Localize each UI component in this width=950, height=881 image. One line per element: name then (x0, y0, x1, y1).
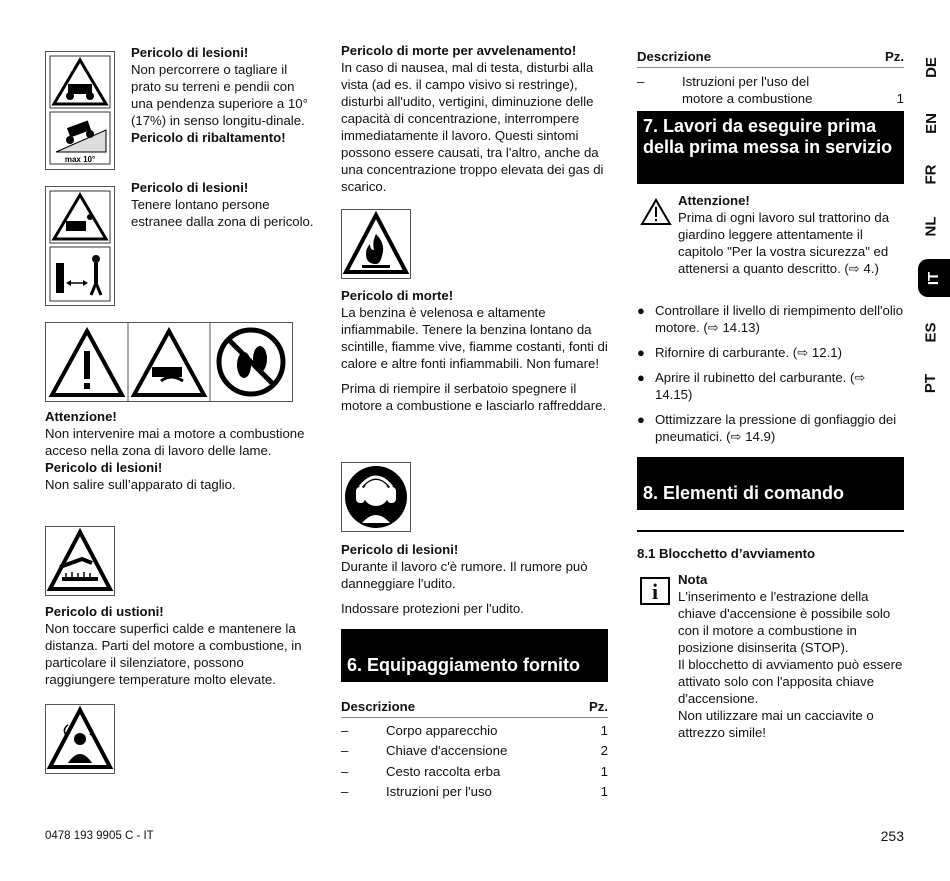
injury-persons-block (131, 179, 316, 230)
lang-label: NL (922, 216, 940, 236)
block-title: Pericolo di morte per avvelenamento! (341, 43, 577, 58)
list-item (637, 344, 904, 361)
hot-surface-icon (45, 526, 115, 596)
table-row (637, 73, 904, 107)
block-title: Pericolo di lesioni! (131, 45, 249, 60)
block-text: Durante il lavoro c'è rumore. Il rumore può danneggiare l'udito. (341, 559, 588, 591)
lang-tab-it[interactable] (918, 259, 950, 297)
block-title: Attenzione! (678, 193, 750, 208)
header-qty: Pz. (884, 48, 904, 64)
block-text: Non utilizzare mai un cacciavite o attrezzo simile! (678, 708, 874, 740)
block-text: L'inserimento e l'estrazione della chiave d'accensione è possibile solo con il motore a combustione in posizione disinserita (STOP). (678, 589, 891, 655)
note-block (678, 571, 904, 741)
warning-slope-icon (45, 51, 115, 170)
max-slope-label: max 10° (64, 155, 96, 164)
document-code: 0478 193 9905 C - IT (45, 830, 154, 842)
attention-block (678, 192, 904, 277)
table-row (341, 720, 608, 741)
block-text: Tenere lontano persone estranee dalla zona di pericolo. (131, 197, 314, 229)
row-dash: – (341, 763, 349, 779)
equipment-table-continued (637, 45, 904, 107)
lang-label: FR (922, 164, 940, 184)
lang-tab-pt[interactable] (912, 364, 950, 402)
table-row (341, 782, 608, 803)
row-text: Istruzioni per l'uso del motore a combustione (682, 74, 813, 106)
section-divider (637, 530, 904, 532)
block-text: Il blocchetto di avviamento può essere attivato solo con l'apposita chiave d'accensione. (678, 657, 903, 706)
row-text: Corpo apparecchio (386, 722, 498, 738)
bullet-list (637, 302, 904, 453)
row-qty: 1 (600, 722, 608, 738)
lang-label: EN (922, 112, 940, 134)
flammable-icon (341, 209, 411, 279)
section-7-heading (637, 111, 904, 184)
exhaust-poison-icon (45, 704, 115, 774)
list-item-text: Controllare il livello di riempimento dell'olio motore. (⇨ 14.13) (655, 303, 904, 335)
block-text: Non percorrere o tagliare il prato su terreni e pendii con una pendenza superiore a 10° (17%) in senso longitu-dinale. (131, 62, 308, 128)
ear-protection-icon (341, 462, 411, 532)
table-header (341, 695, 608, 718)
row-qty: 2 (600, 743, 608, 759)
equipment-table (341, 695, 608, 802)
row-dash: – (341, 784, 349, 800)
block-text: In caso di nausea, mal di testa, disturbi alla vista (ad es. il campo visivo si restringe), disturbi all'udito, vertigini, diminuzione delle capacità di concentrazione, interrompere immediatamente il lavoro. Questi sintomi possono essere causati, tra l'altro, anche da una concentrazione troppo elevata dei gas di scarico. (341, 60, 604, 194)
header-qty: Pz. (588, 698, 608, 714)
row-dash: – (341, 743, 349, 759)
warning-triangle-icon (640, 198, 672, 226)
row-text: Cesto raccolta erba (386, 763, 501, 779)
list-item (637, 411, 904, 445)
list-item-text: Rifornire di carburante. (⇨ 12.1) (655, 345, 842, 360)
block-text: Prima di riempire il serbatoio spegnere il motore a combustione e lasciarlo raffreddare. (341, 381, 607, 413)
subsection-8-1-title: 8.1 Blocchetto d’avviamento (637, 546, 816, 561)
block-text: Non toccare superfici calde e mantenere la distanza. Parti del motore a combustione, in particolare il silenziatore, possono raggiungere temperature molto elevate. (45, 621, 302, 687)
header-description: Descrizione (341, 698, 416, 714)
section-title: 8. Elementi di comando (643, 483, 845, 503)
lang-tab-nl[interactable] (912, 207, 950, 245)
table-row (341, 741, 608, 762)
injury-slope-block (131, 44, 316, 146)
header-description: Descrizione (637, 48, 712, 64)
block-text: Non salire sull’apparato di taglio. (45, 477, 236, 492)
keep-distance-icon (45, 186, 115, 306)
block-title: Pericolo di lesioni! (341, 542, 459, 557)
lang-label: DE (922, 56, 940, 78)
list-item-text: Ottimizzare la pressione di gonfiaggio dei pneumatici. (⇨ 14.9) (655, 412, 897, 444)
block-title: Attenzione! (45, 409, 117, 424)
lang-tab-es[interactable] (912, 313, 950, 351)
section-title: 6. Equipaggiamento fornito (347, 655, 580, 675)
block-title: Pericolo di lesioni! (45, 460, 163, 475)
lang-tab-fr[interactable] (912, 155, 950, 193)
block-text: Non intervenire mai a motore a combustione acceso nella zona di lavoro delle lame. (45, 426, 305, 458)
block-title: Pericolo di ustioni! (45, 604, 164, 619)
info-icon-glyph: i (651, 578, 659, 604)
bullet-symbol: ● (637, 303, 645, 318)
section-6-heading (341, 629, 608, 682)
block-text: La benzina è velenosa e altamente infiammabile. Tenere la benzina lontano da scintille, fiamme vive, fiamme costanti, fonti di calore e altre fonti infiammabili. Non fumare! (341, 305, 608, 371)
block-title: Nota (678, 572, 708, 587)
bullet-symbol: ● (637, 345, 645, 360)
row-qty: 1 (600, 763, 608, 779)
blade-warning-icons (45, 322, 293, 402)
list-item-text: Aprire il rubinetto del carburante. (⇨ 14.15) (655, 370, 866, 402)
list-item (637, 302, 904, 336)
burn-block (45, 603, 315, 688)
block-title: Pericolo di morte! (341, 288, 454, 303)
block-title: Pericolo di lesioni! (131, 180, 249, 195)
block-title: Pericolo di ribaltamento! (131, 130, 286, 145)
lang-tab-en[interactable] (912, 104, 950, 142)
row-qty: 1 (896, 91, 904, 106)
block-text: Indossare protezioni per l'udito. (341, 601, 524, 616)
block-text: Prima di ogni lavoro sul trattorino da giardino leggere attentamente il capitolo "Per la vostra sicurezza" ed attenersi a quanto descritto. (⇨ 4.) (678, 210, 890, 276)
info-icon (640, 577, 670, 605)
bullet-symbol: ● (637, 412, 645, 427)
bullet-symbol: ● (637, 370, 645, 385)
poisoning-block (341, 42, 609, 195)
list-item (637, 369, 904, 403)
table-header (637, 45, 904, 68)
noise-block (341, 541, 609, 617)
lang-label: IT (925, 271, 943, 285)
blade-zone-block (45, 408, 313, 493)
petrol-block (341, 287, 609, 414)
row-text: Chiave d'accensione (386, 743, 508, 759)
lang-label: ES (922, 321, 940, 343)
section-title: 7. Lavori da eseguire prima della prima messa in servizio (643, 116, 893, 157)
row-dash: – (341, 722, 349, 738)
lang-label: PT (922, 373, 940, 393)
page-number: 253 (880, 828, 904, 844)
row-text: Istruzioni per l'uso (386, 784, 492, 800)
table-row (341, 761, 608, 782)
row-qty: 1 (600, 784, 608, 800)
row-dash: – (637, 74, 645, 89)
section-8-heading (637, 457, 904, 510)
lang-tab-de[interactable] (912, 48, 950, 86)
